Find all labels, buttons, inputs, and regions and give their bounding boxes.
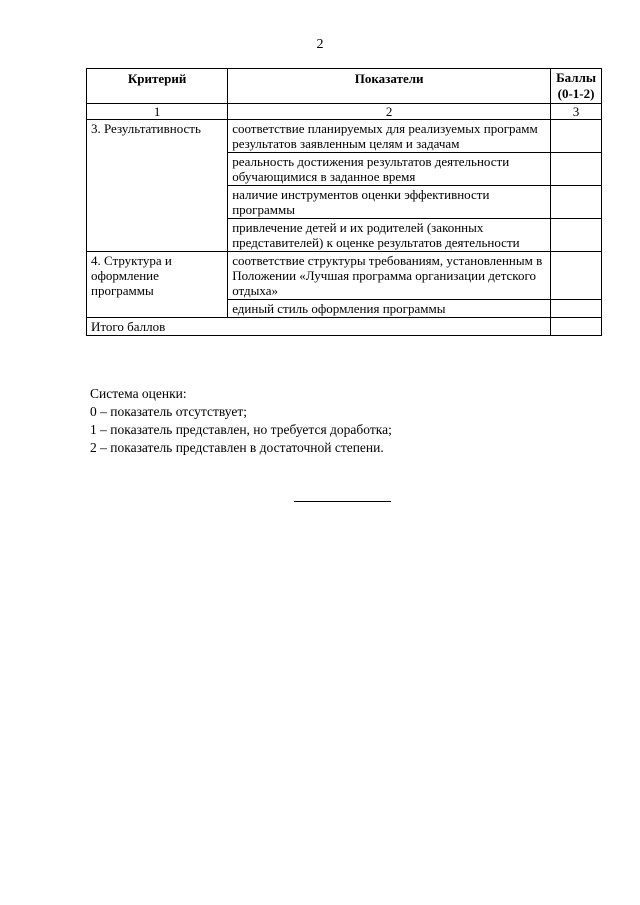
criterion-cell: 3. Результативность — [87, 120, 228, 252]
criteria-table — [86, 68, 602, 336]
table-row — [87, 120, 602, 153]
scoring-item: 2 – показатель представлен в достаточной степени. — [90, 440, 384, 455]
scoring-item: 1 – показатель представлен, но требуется доработка; — [90, 422, 392, 437]
column-number: 1 — [87, 104, 228, 120]
page-number: 2 — [316, 37, 324, 52]
header-indicators: Показатели — [228, 69, 551, 104]
score-cell — [551, 252, 602, 300]
header-score-label: Баллы — [556, 70, 597, 85]
indicator-cell: соответствие планируемых для реализуемых программ результатов заявленным целям и задачам — [228, 120, 551, 153]
scoring-item: 0 – показатель отсутствует; — [90, 404, 247, 419]
indicator-cell: соответствие структуры требованиям, установленным в Положении «Лучшая программа организации детского отдыха» — [228, 252, 551, 300]
criterion-cell: 4. Структура и оформление программы — [87, 252, 228, 318]
score-cell — [551, 153, 602, 186]
total-row — [87, 318, 602, 336]
scoring-system — [90, 385, 392, 457]
indicator-cell: реальность достижения результатов деятельности обучающимися в заданное время — [228, 153, 551, 186]
total-label: Итого баллов — [87, 318, 551, 336]
score-cell — [551, 219, 602, 252]
column-number: 3 — [551, 104, 602, 120]
table-header-row — [87, 69, 602, 104]
column-number: 2 — [228, 104, 551, 120]
score-cell — [551, 300, 602, 318]
total-score-cell — [551, 318, 602, 336]
header-score — [551, 69, 602, 104]
indicator-cell: единый стиль оформления программы — [228, 300, 551, 318]
end-divider — [294, 501, 391, 502]
scoring-title: Система оценки: — [90, 386, 187, 401]
score-cell — [551, 120, 602, 153]
header-score-range: (0-1-2) — [557, 86, 595, 101]
table-row — [87, 252, 602, 300]
score-cell — [551, 186, 602, 219]
header-criterion: Критерий — [87, 69, 228, 104]
indicator-cell: привлечение детей и их родителей (законных представителей) к оценке результатов деятельности — [228, 219, 551, 252]
column-number-row — [87, 104, 602, 120]
indicator-cell: наличие инструментов оценки эффективности программы — [228, 186, 551, 219]
